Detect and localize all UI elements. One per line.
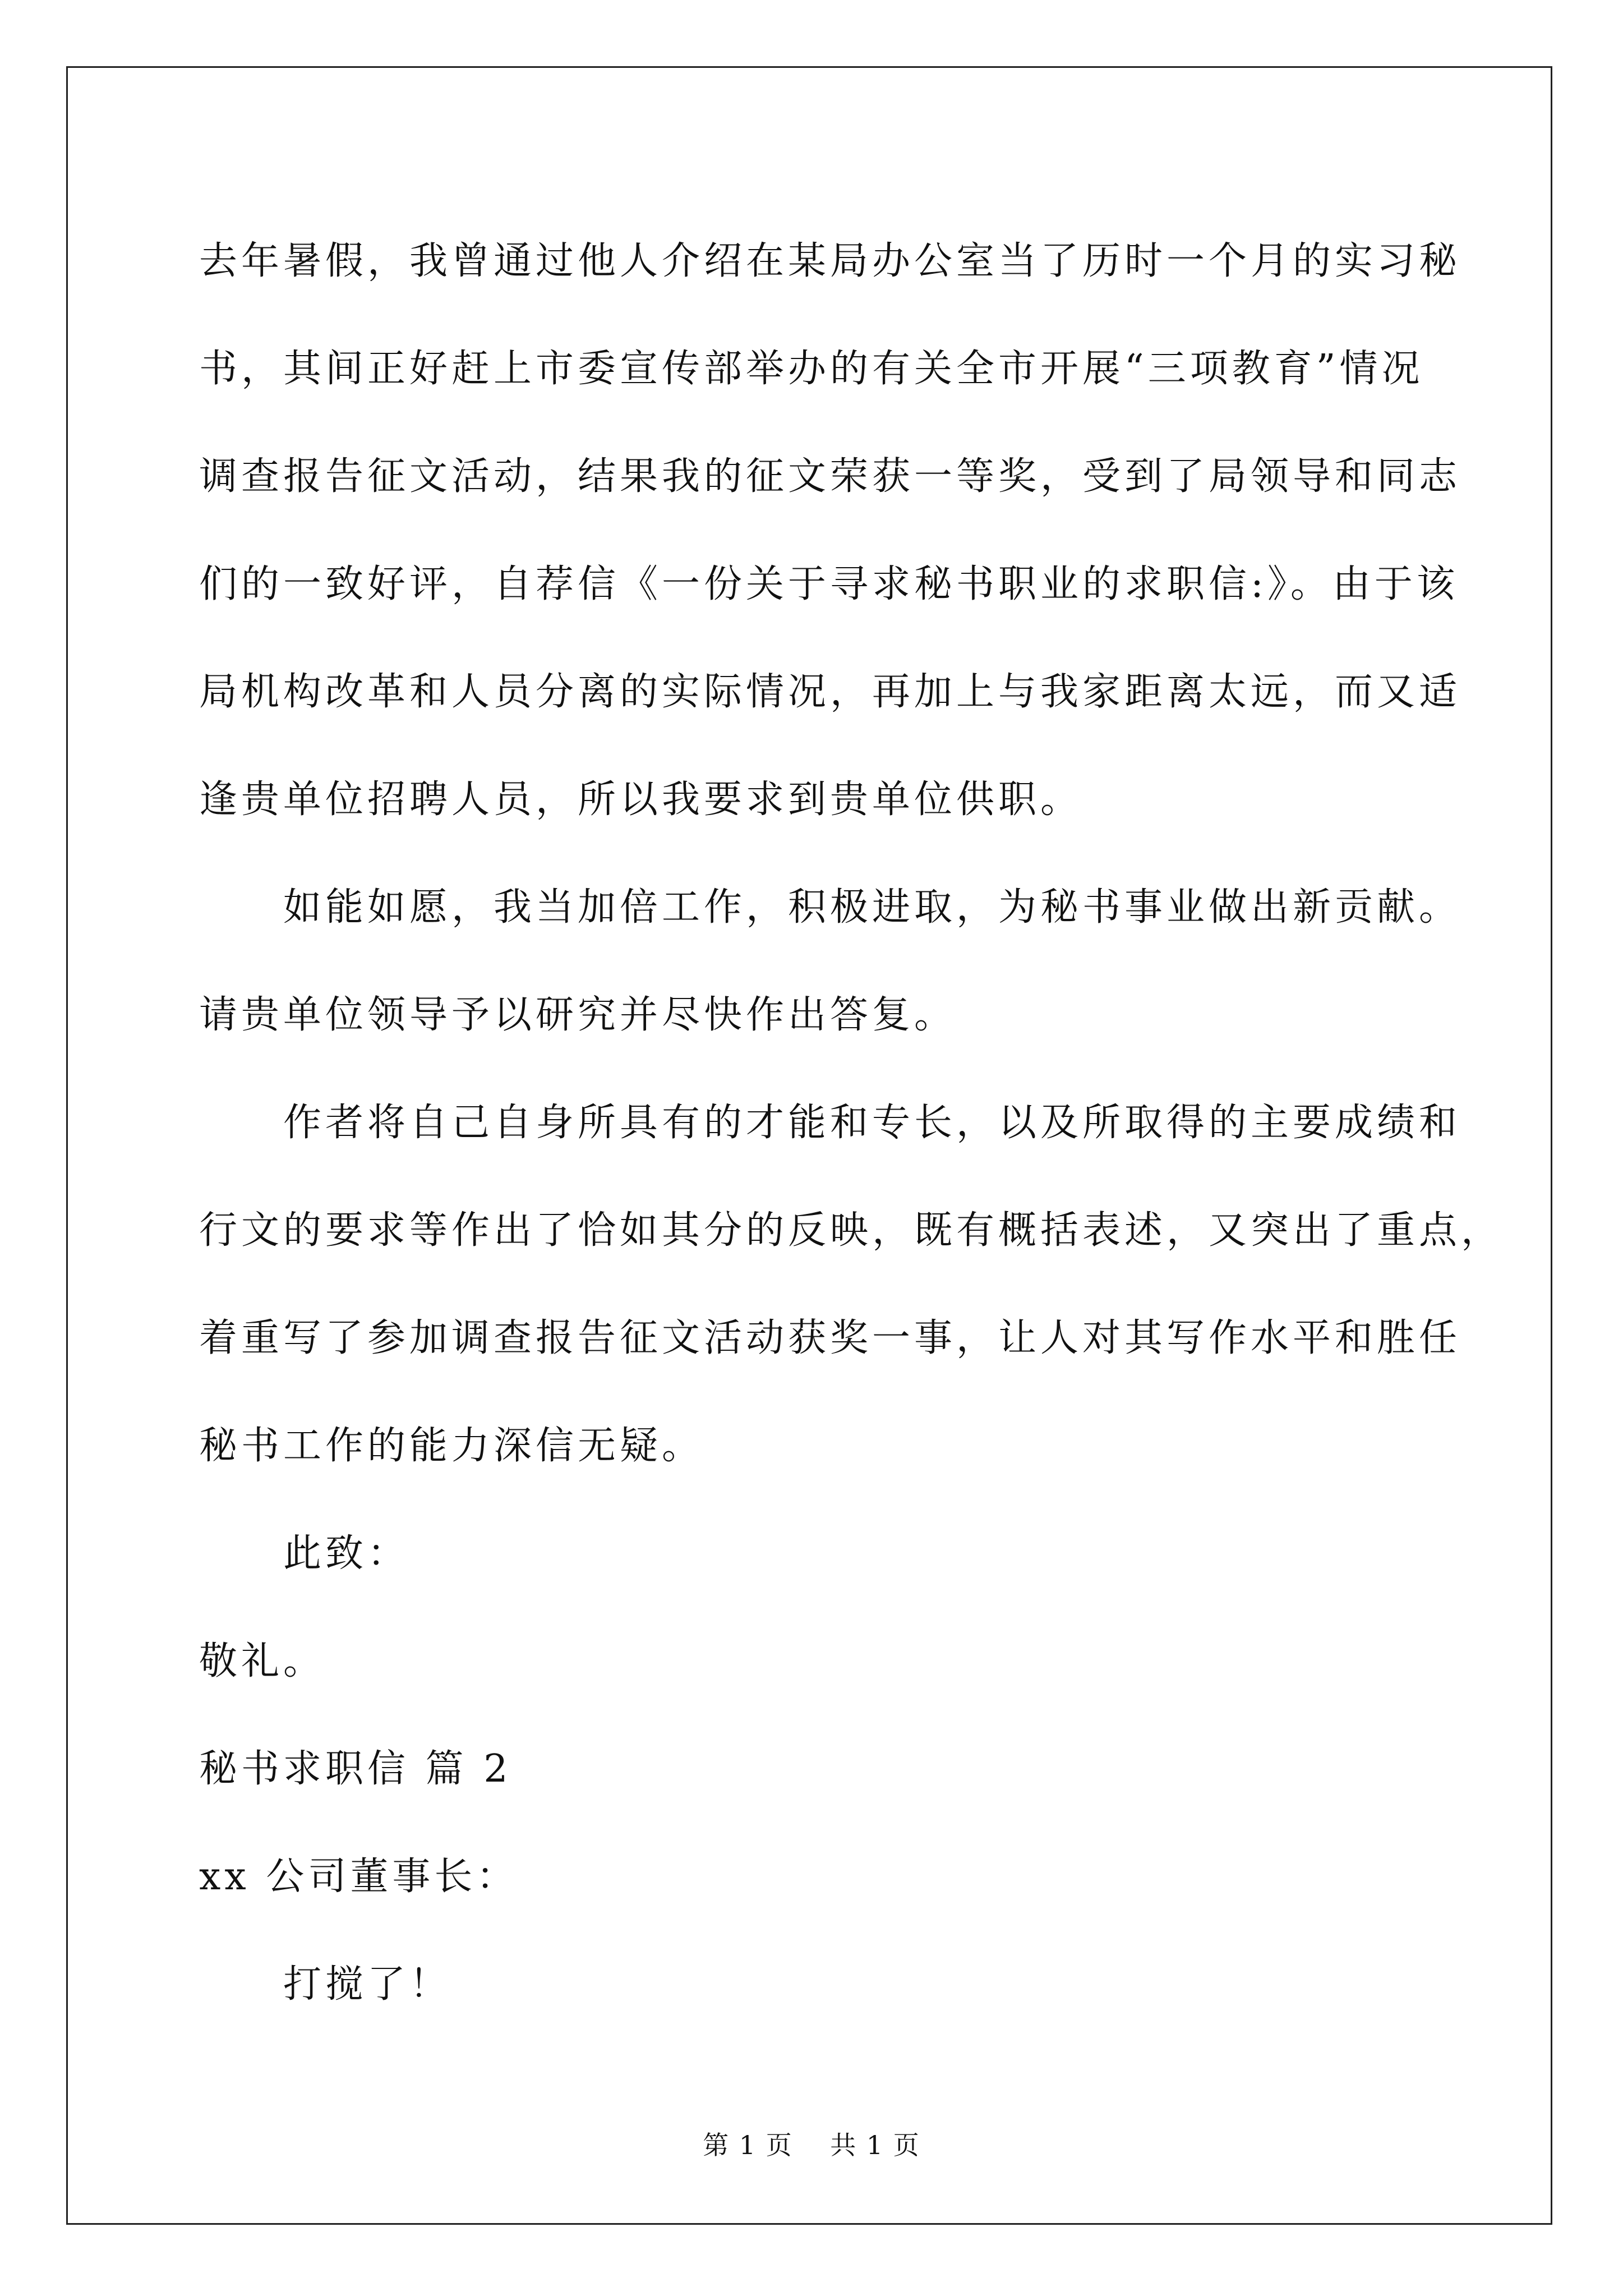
paragraph-line: 们的一致好评，自荐信《一份关于寻求秘书职业的求职信:》。由于该: [199, 562, 1459, 606]
paragraph-line: 如能如愿，我当加倍工作，积极进取，为秘书事业做出新贡献。: [283, 885, 1461, 930]
page-number-footer: 第 1 页 共 1 页: [703, 2130, 920, 2160]
salutation-closing: 此致：: [283, 1531, 410, 1576]
section-heading: 秘书求职信 篇 2: [199, 1747, 512, 1791]
regards-line: 敬礼。: [199, 1639, 326, 1683]
paragraph-line: 调查报告征文活动，结果我的征文荣获一等奖，受到了局领导和同志: [199, 454, 1461, 499]
paragraph-line: 行文的要求等作出了恰如其分的反映，既有概括表述，又突出了重点，: [199, 1208, 1504, 1253]
paragraph-line: 书，其间正好赶上市委宣传部举办的有关全市开展“三项教育”情况: [199, 347, 1424, 391]
greeting-line: 打搅了！: [283, 1962, 452, 2007]
paragraph-line: 请贵单位领导予以研究并尽快作出答复。: [199, 993, 957, 1037]
paragraph-line: 逢贵单位招聘人员，所以我要求到贵单位供职。: [199, 777, 1083, 822]
paragraph-line: 作者将自己自身所具有的才能和专长，以及所取得的主要成绩和: [283, 1101, 1461, 1145]
paragraph-line: 去年暑假，我曾通过他人介绍在某局办公室当了历时一个月的实习秘: [199, 239, 1461, 283]
paragraph-line: 秘书工作的能力深信无疑。: [199, 1424, 704, 1468]
document-body: [199, 208, 1504, 2039]
paragraph-line: 局机构改革和人员分离的实际情况，再加上与我家距离太远，而又适: [199, 670, 1461, 714]
paragraph-line: 着重写了参加调查报告征文活动获奖一事，让人对其写作水平和胜任: [199, 1316, 1461, 1360]
recipient-line: xx 公司董事长：: [199, 1855, 519, 1899]
